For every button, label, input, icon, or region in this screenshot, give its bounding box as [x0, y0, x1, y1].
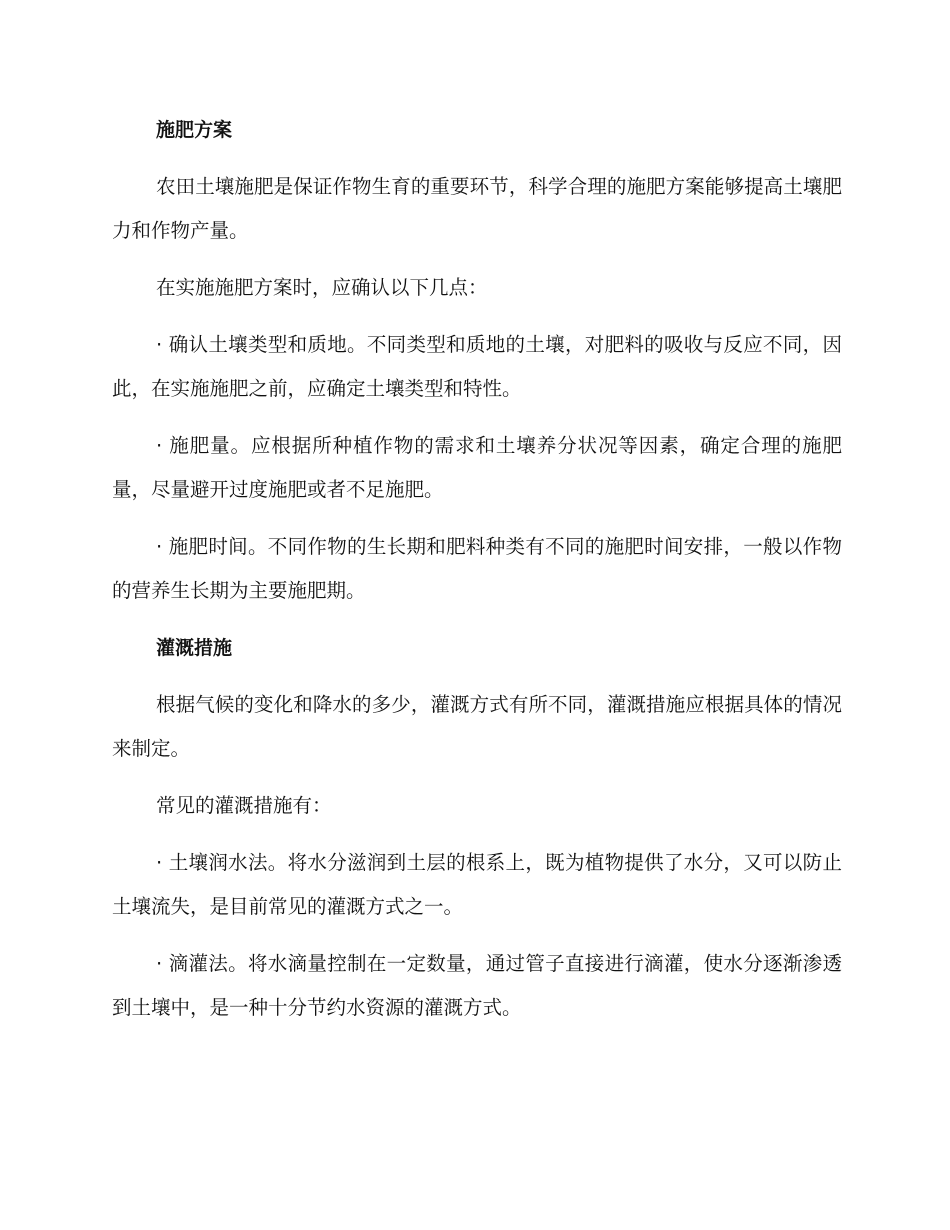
paragraph-confirm-points: 在实施施肥方案时，应确认以下几点：	[156, 276, 488, 299]
bullet-fertilizer-timing: · 施肥时间。不同作物的生长期和肥料种类有不同的施肥时间安排，一般以作物的营养生长期为主要施肥期。	[112, 535, 842, 602]
bullet-fertilizer-amount: · 施肥量。应根据所种植作物的需求和土壤养分状况等因素，确定合理的施肥量，尽量避开过度施肥或者不足施肥。	[112, 434, 842, 501]
document-body	[112, 108, 842, 1043]
paragraph-intro-irrigation: 根据气候的变化和降水的多少，灌溉方式有所不同，灌溉措施应根据具体的情况来制定。	[112, 693, 842, 760]
bullet-soil-moistening: · 土壤润水法。将水分滋润到土层的根系上，既为植物提供了水分，又可以防止土壤流失，是目前常见的灌溉方式之一。	[112, 851, 842, 918]
paragraph-common-measures: 常见的灌溉措施有：	[156, 794, 332, 817]
bullet-drip-irrigation: · 滴灌法。将水滴量控制在一定数量，通过管子直接进行滴灌，使水分逐渐渗透到土壤中，是一种十分节约水资源的灌溉方式。	[112, 952, 842, 1019]
bullet-soil-type: · 确认土壤类型和质地。不同类型和质地的土壤，对肥料的吸收与反应不同，因此，在实施施肥之前，应确定土壤类型和特性。	[112, 333, 842, 400]
paragraph-intro-fertilization: 农田土壤施肥是保证作物生育的重要环节，科学合理的施肥方案能够提高土壤肥力和作物产量。	[112, 175, 842, 242]
section-heading-fertilization: 施肥方案	[156, 119, 233, 141]
section-heading-irrigation: 灌溉措施	[156, 637, 233, 659]
